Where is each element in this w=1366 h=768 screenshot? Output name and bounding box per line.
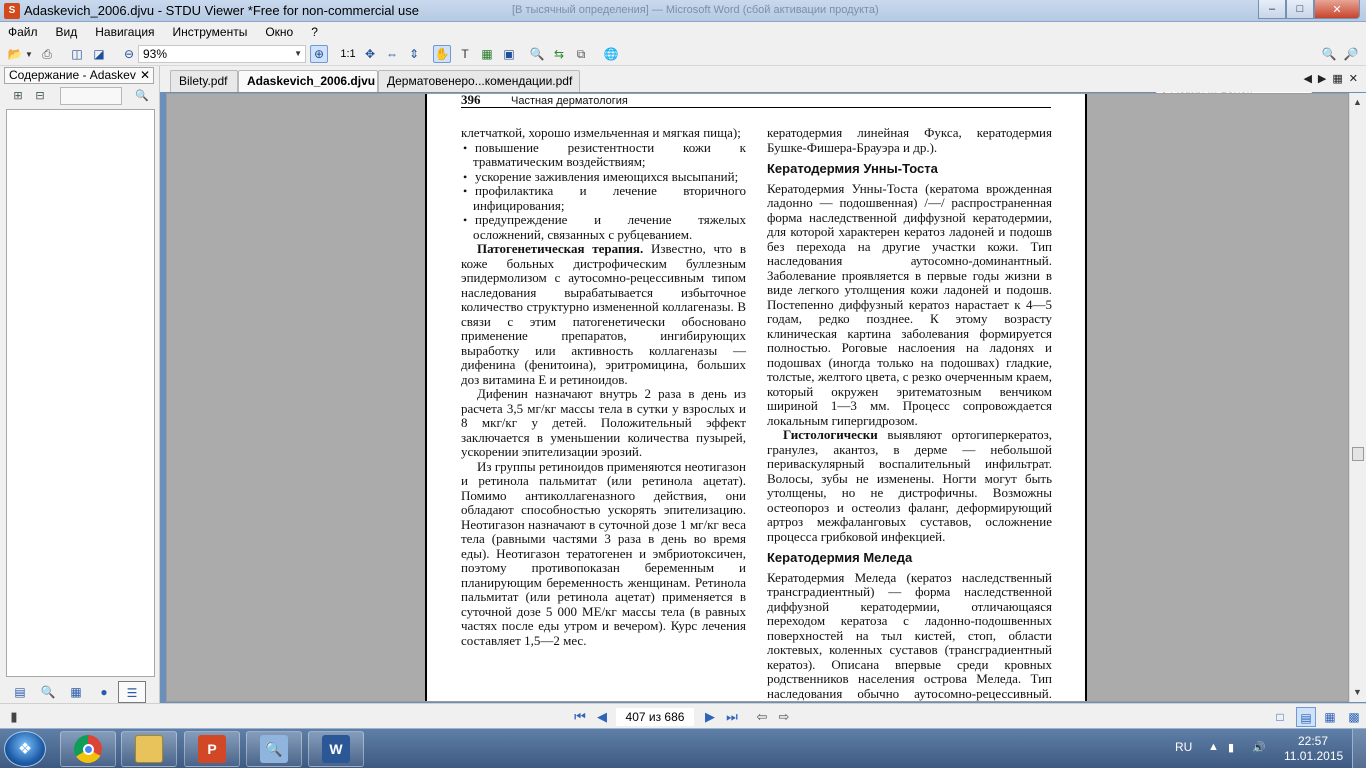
search-results-tab-icon[interactable]: 🔍 [40,685,56,699]
expand-tree-icon[interactable]: ⊞ [13,90,23,102]
tab-close-icon[interactable]: ✕ [1348,73,1358,85]
clock-date: 11.01.2015 [1284,749,1344,763]
document-tabs [160,66,1366,92]
continuous-view-icon[interactable]: ▤ [1296,707,1316,727]
thumbnails-tab-icon[interactable]: ▤ [14,685,26,699]
last-page-icon[interactable]: ⏭ [726,709,738,724]
page-header [461,94,1051,108]
paragraph: Кератодермия Меледа (кератоз наследственный трансградиентный) — форма наследственной диффузной кератодермии, отличающаяся переходом кератоза с ладонно-подошвенных поверхностей на тыл кистей, стоп, области локтевых, коленных суставов (трансградиентный кератоз). Описана впервые среди кровных родственников населения острова Меледа. Тип наследования обычно аутосомно-рецессивный. [767,569,1052,701]
tab-bilety[interactable]: Bilety.pdf [170,70,238,92]
start-button[interactable] [4,731,46,767]
sidebar [0,66,160,706]
vertical-scrollbar[interactable] [1349,93,1366,702]
clock-time: 22:57 [1297,734,1329,748]
tab-next-icon[interactable]: ▶ [1317,73,1327,85]
clock[interactable] [1284,734,1342,764]
previous-page-icon[interactable]: ◀ [597,709,607,724]
close-button[interactable]: ✕ [1314,0,1360,19]
sync-icon[interactable]: ⇆ [553,47,565,61]
copy-icon[interactable]: ⧉ [576,46,586,61]
title-bar [0,0,1366,22]
section-heading: Кератодермия Унны-Тоста [767,161,938,176]
image-select-icon[interactable]: ▦ [481,47,493,61]
contents-panel[interactable] [6,109,155,677]
collapse-tree-icon[interactable]: ⊟ [35,90,45,102]
bullet-item: • профилактика и лечение вторичного инфицирования; [461,184,746,213]
paragraph-lead: Патогенетическая терапия. [477,241,644,256]
paragraph-lead: Гистологически [783,427,878,442]
paragraph: клетчаткой, хорошо измельченная и мягкая пища); [461,125,741,140]
sidebar-search-input[interactable] [60,87,122,105]
fit-width-icon[interactable]: ⇔ [386,47,398,61]
document-view[interactable] [166,93,1349,702]
update-globe-icon[interactable]: 🌐 [603,47,619,61]
two-page-icon[interactable]: ◪ [93,47,105,61]
facing-view-icon[interactable]: ▦ [1324,710,1336,724]
tab-prev-icon[interactable]: ◀ [1303,73,1312,85]
paragraph: Из группы ретиноидов применяются неотигазон и ретинола пальмитат (или ретинола ацетат). Помимо антиколлагеназного действия, они обладают способностью ускорять эпителизацию. Неотигазон назначают в суточной дозе 1 мг/кг веса тела (равными частями 3 раза в день во время еды). Неотигазон тератогенен и эмбриотоксичен, поэтому противопоказан беременным и планирующим беременность женщинам. Ретинола пальмитат (или ретинола ацетат) применяется в суточной дозе 5 000 МЕ/кг массы тела (в равных частях после еды утром и вечером). Курс лечения составляет 1,5—2 мес. [461,458,746,648]
close-icon[interactable]: ✕ [139,68,150,82]
paragraph-text: Известно, что в коже больных дистрофическим буллезным эпидермолизом с аутосомно-рецессивным типом наследования вырабатывается избыточное количество структурно измененной коллагеназы. В связи с этим патогенетически обосновано применение препаратов, ингибирующих выработку или активность коллагеназы — дифенина (фенитоина), эритромицина, больших доз витамина Е и ретиноидов. [461,241,746,387]
bullet-item: • повышение резистентности кожи к травматическим воздействиям; [461,141,746,170]
bullet-item: • предупреждение и лечение тяжелых осложнений, связанных с рубцеванием. [461,213,746,242]
menu-window[interactable]: Окно [265,25,294,39]
text-select-icon[interactable]: T [461,47,469,61]
annotations-tab-icon[interactable]: ● [100,685,108,699]
taskbar-word[interactable] [308,731,364,767]
section-heading: Кератодермия Меледа [767,550,913,565]
language-indicator[interactable]: RU [1175,740,1193,754]
taskbar-stdu-viewer[interactable] [246,731,302,767]
tab-adaskevich[interactable]: Adaskevich_2006.djvu [238,70,378,92]
left-column [461,126,746,648]
menu-bar [0,22,1366,42]
paragraph-text: выявляют ортогиперкератоз, гранулез, акантоз, в дерме — небольшой периваскулярный воспалительный инфильтрат. Волосы, зубы не изменены. Ногти могут быть утолщены, но не дистрофичны. Возможны остеопороз и остеолиз фаланг, деформирующий артроз межфаланговых суставов, осложнение процесса грибковой инфекцией. [767,427,1052,544]
find-icon[interactable]: 🔍 [529,47,545,61]
bookmarks-tab-icon[interactable]: ▦ [70,685,82,699]
continuous-facing-view-icon[interactable]: ▩ [1348,710,1360,724]
next-page-icon[interactable]: ▶ [705,709,715,724]
document-page [425,94,1087,702]
actual-size-button[interactable]: 1:1 [340,48,356,60]
zoom-out-icon[interactable]: ⊖ [123,47,135,61]
back-icon[interactable]: ⇦ [756,709,768,724]
volume-icon[interactable]: 🔊 [1252,742,1266,754]
toolbar [0,42,1366,66]
show-hidden-icons-icon[interactable]: ▲ [1208,741,1219,753]
taskbar-chrome[interactable] [60,731,116,767]
print-icon[interactable]: ⎙ [42,46,52,61]
right-column [767,126,1052,702]
running-head: Частная дерматология [511,95,628,107]
paragraph [461,242,746,387]
minimize-button[interactable]: – [1258,0,1286,19]
tab-list-icon[interactable]: ▦ [1332,73,1343,85]
navigation-bar [0,703,1366,728]
paragraph: Дифенин назначают внутрь 2 раза в день из расчета 3,5 мг/кг массы тела в сутки у взрослых и 8 мкг/кг у детей. Положительный эффект заключается в уменьшении количества пузырей, ускорении эпителизации эрозий. [461,386,746,459]
forward-icon[interactable]: ⇨ [778,709,790,724]
menu-view[interactable]: Вид [55,25,78,39]
menu-file[interactable]: Файл [8,25,38,39]
snapshot-icon[interactable]: ▣ [503,47,515,61]
taskbar-powerpoint[interactable] [184,731,240,767]
paragraph: Кератодермия Унны-Тоста (кератома врожденная ладонно — подошвенная) /—/ распространенная форма наследственной диффузной кератодермии, для которой характерен кератоз ладоней и подошв без перехода на другие участки кожи. Тип наследования аутосомно-доминантный. Заболевание проявляется в первые годы жизни в виде легкого утолщения кожи ладоней и подошв. Постепенно диффузный кератоз нарастает к 4—5 годам, редко позднее. К этому возрасту клиническая картина заболевания формируется полностью. Роговые наслоения на ладонях и подошвах (иногда только на подошвах) гладкие, толстые, желтого цвета, с резко очерченным краем, который окружен эритематозным венчиком шириной 1—3 мм. Процесс сопровождается локальным гипергидрозом. [767,180,1052,428]
network-icon[interactable]: ▮ [1228,742,1235,754]
paragraph [767,428,1052,544]
hand-tool-icon[interactable]: ✋ [434,47,450,61]
contents-tab-icon[interactable]: ☰ [118,681,146,703]
first-page-icon[interactable]: ⏮ [574,709,586,724]
menu-tools[interactable]: Инструменты [172,25,248,39]
zoom-value: 93% [143,47,168,61]
sidebar-toggle-icon[interactable]: ▮ [10,709,18,724]
scroll-up-icon[interactable]: ▲ [1353,97,1362,107]
menu-navigation[interactable]: Навигация [95,25,155,39]
taskbar [0,728,1366,768]
magnifier-icon: 🔍 [260,735,288,763]
restore-button[interactable]: □ [1286,0,1314,19]
tab-dermatovenerology[interactable]: Дерматовенеро...комендации.pdf [378,70,580,92]
advanced-search-icon[interactable]: 🔎 [1343,47,1359,61]
word-icon: W [322,735,350,763]
scroll-down-icon[interactable]: ▼ [1353,687,1362,697]
page-layout-icon[interactable]: ◫ [71,47,83,61]
single-page-view-icon[interactable]: □ [1276,710,1284,724]
paragraph: кератодермия линейная Фукса, кератодермия Бушке-Фишера-Брауэра и др.). [767,125,1052,155]
page-number: 396 [461,94,481,107]
windows-logo-icon: ❖ [17,741,33,758]
sidebar-search-icon[interactable]: 🔍 [135,90,149,102]
open-dropdown-icon[interactable]: ▼ [25,49,33,59]
background-window-title: [В тысячный определения] — Microsoft Word (сбой активации продукта) [512,4,879,16]
window-title: Adaskevich_2006.djvu - STDU Viewer *Free for non-commercial use [24,3,419,18]
taskbar-explorer[interactable] [121,731,177,767]
chrome-icon [74,735,102,763]
show-desktop-button[interactable] [1352,729,1366,768]
app-icon: S [4,3,20,19]
search-icon[interactable]: 🔍 [1321,47,1337,61]
chevron-down-icon: ▼ [294,49,302,58]
sidebar-header [4,67,154,84]
bullet-item: • ускорение заживления имеющихся высыпаний; [461,170,746,185]
sidebar-title: Содержание - Adaskev [9,68,136,82]
folder-icon [135,735,163,763]
powerpoint-icon: P [198,735,226,763]
fit-page-icon[interactable]: ✥ [364,47,376,61]
open-folder-icon[interactable]: 📂 [7,47,23,61]
zoom-select[interactable] [138,45,306,63]
page-number-field[interactable]: 407 из 686 [616,708,694,726]
scrollbar-thumb[interactable] [1352,447,1364,461]
zoom-in-icon[interactable]: ⊕ [310,45,328,63]
fit-height-icon[interactable]: ⇕ [408,47,420,61]
menu-help[interactable]: ? [311,25,318,39]
